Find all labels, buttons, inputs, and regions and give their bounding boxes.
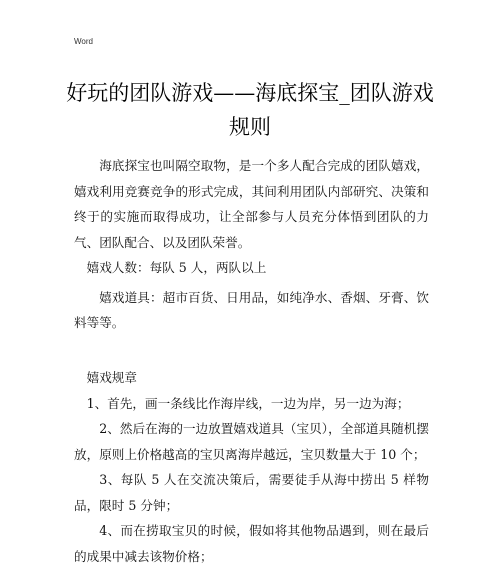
rule-item-3: 3、每队 5 人在交流决策后，需要徒手从海中捞出 5 样物品，限时 5 分钟；	[74, 472, 429, 513]
rule-item-1: 1、首先，画一条线比作海岸线，一边为岸，另一边为海；	[86, 395, 410, 411]
rules-heading: 嬉戏规章	[86, 370, 137, 385]
rule-item-2: 2、然后在海的一边放置嬉戏道具（宝贝），全部道具随机摆放，原则上价格越高的宝贝离海岸越远，宝贝数量大于 10 个；	[74, 421, 429, 462]
app-header-label: Word	[74, 37, 93, 46]
intro-paragraph: 海底探宝也叫隔空取物，是一个多人配合完成的团队嬉戏，嬉戏利用竞赛竞争的形式完成，其间利用团队内部研究、决策和终于的实施而取得成功，让全部参与人员充分体悟到团队的力气、团队配合、以及团队荣誉。	[74, 158, 429, 250]
paragraph-spacer	[74, 336, 429, 362]
players-paragraph: 嬉戏人数：每队 5 人，两队以上	[86, 260, 267, 275]
document-body	[74, 153, 429, 565]
rule-item-4: 4、而在捞取宝贝的时候，假如将其他物品遇到，则在最后的成果中减去该物价格；	[74, 523, 429, 564]
document-title: 好玩的团队游戏——海底探宝_团队游戏规则	[66, 81, 434, 139]
props-paragraph: 嬉戏道具：超市百货、日用品，如纯净水、香烟、牙膏、饮料等等。	[74, 289, 429, 330]
